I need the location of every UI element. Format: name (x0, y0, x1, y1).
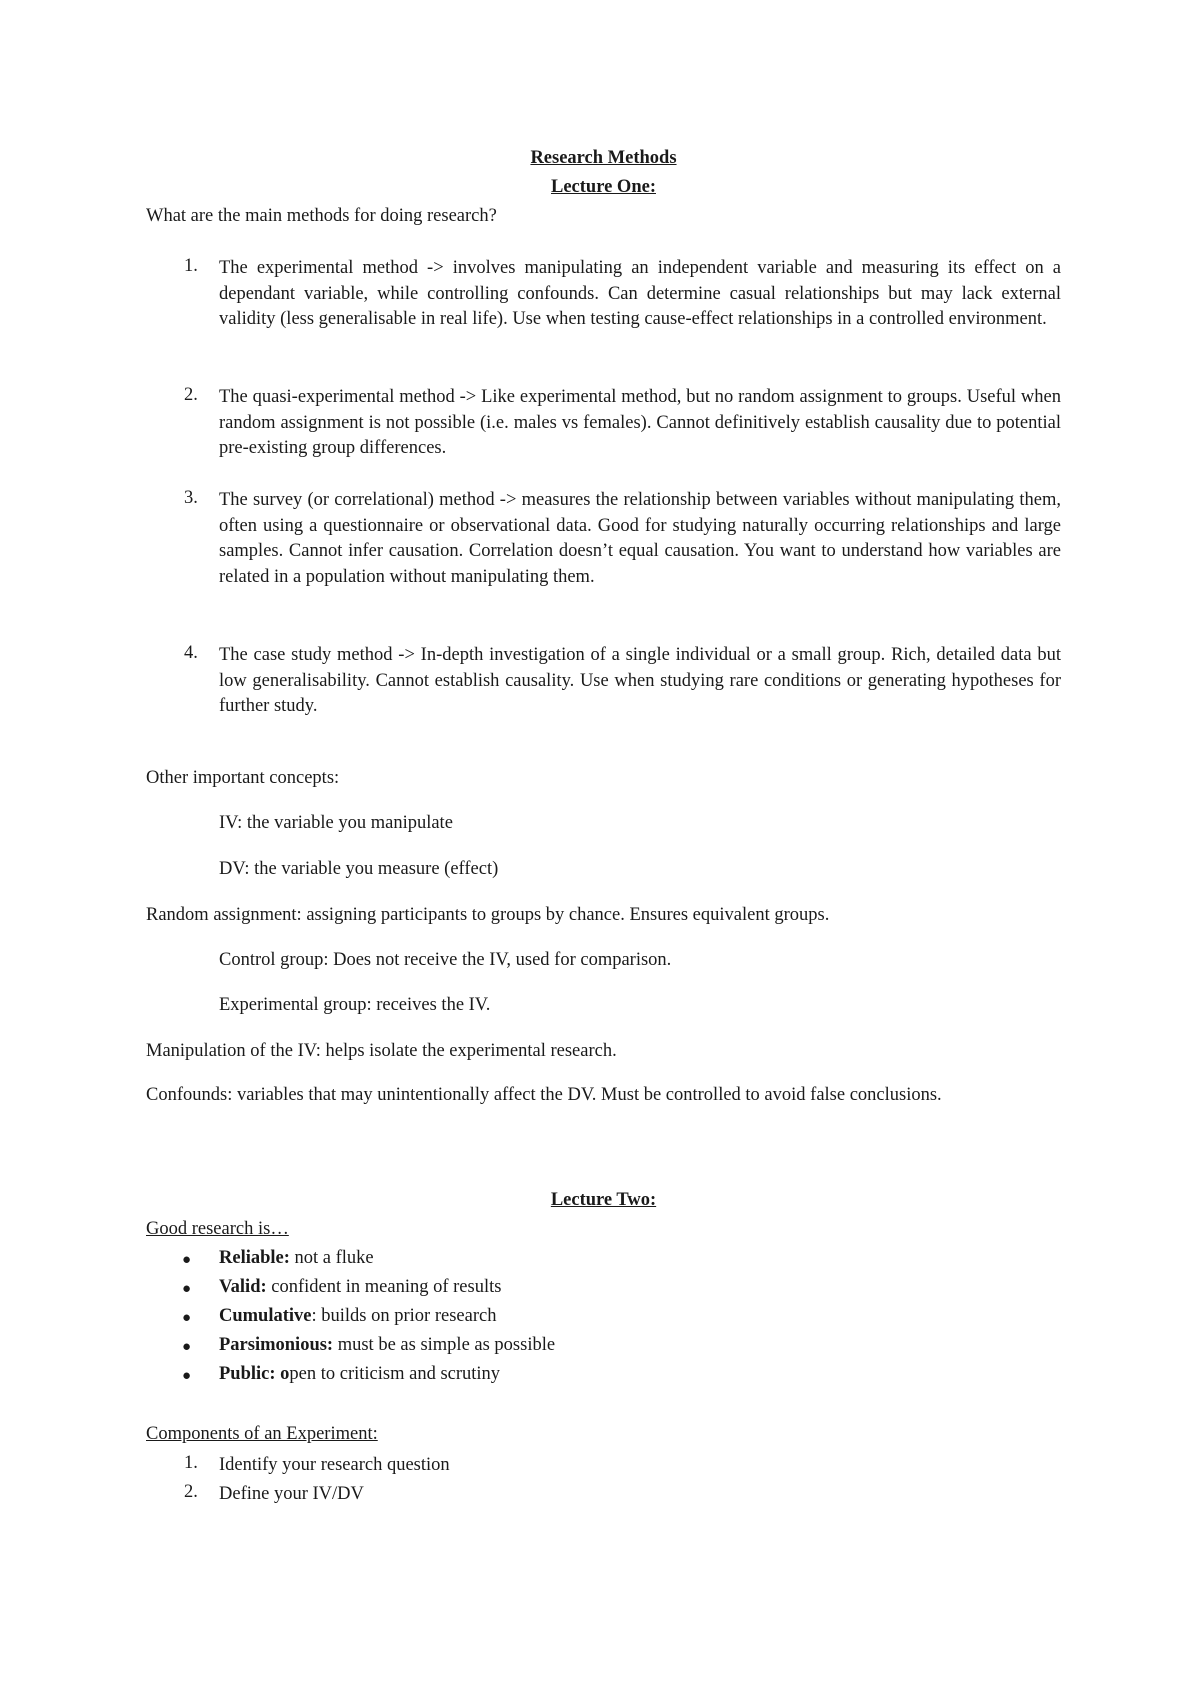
other-concepts-heading: Other important concepts: (146, 768, 340, 788)
quality-description: confident in meaning of results (266, 1277, 502, 1297)
component-text: Identify your research question (219, 1455, 450, 1475)
bullet-icon: ● (182, 1339, 192, 1355)
method-text: The survey (or correlational) method -> measures the relationship between variables without manipulating them, often using a questionnaire or observational data. Good for studying naturally occurring relationships and large samples. Cannot infer causation. Correlation doesn’t equal causation. You want to understand how variables are related in a population without manipulating them. (219, 490, 1061, 588)
iv-definition: IV: the variable you manipulate (219, 813, 453, 833)
list-number: 2. (184, 385, 198, 405)
list-number: 3. (184, 488, 198, 508)
methods-question: What are the main methods for doing research? (146, 206, 497, 226)
control-group-definition: Control group: Does not receive the IV, used for comparison. (219, 950, 672, 970)
list-number: 4. (184, 643, 198, 663)
quality-term: Valid: (219, 1277, 267, 1297)
experimental-group-definition: Experimental group: receives the IV. (219, 995, 491, 1015)
quality-term: Public: o (219, 1364, 290, 1384)
good-research-heading: Good research is… (146, 1219, 289, 1239)
method-text: The experimental method -> involves manipulating an independent variable and measuring its effect on a dependant variable, while controlling confounds. Can determine casual relationships but may lack external validity (less generalisable in real life). Use when testing cause-effect relationships in a controlled environment. (219, 258, 1061, 330)
manipulation-definition: Manipulation of the IV: helps isolate the experimental research. (146, 1041, 617, 1061)
quality-description: must be as simple as possible (333, 1335, 556, 1355)
component-text: Define your IV/DV (219, 1484, 364, 1504)
method-text: The case study method -> In-depth investigation of a single individual or a small group. Rich, detailed data but low generalisability. Cannot establish causality. Use when studying rare conditions or generating hypotheses for further study. (219, 645, 1061, 717)
document-title: Research Methods (530, 148, 677, 168)
method-text: The quasi-experimental method -> Like experimental method, but no random assignment to groups. Useful when random assignment is not possible (i.e. males vs females). Cannot definitively establish causality due to potential pre-existing group differences. (219, 387, 1061, 459)
bullet-icon: ● (182, 1310, 192, 1326)
quality-description: : builds on prior research (311, 1306, 497, 1326)
bullet-icon: ● (182, 1281, 192, 1297)
quality-term: Cumulative (219, 1306, 312, 1326)
lecture-two-heading: Lecture Two: (550, 1190, 657, 1210)
quality-description: not a fluke (289, 1248, 374, 1268)
confounds-definition: Confounds: variables that may unintentionally affect the DV. Must be controlled to avoid false conclusions. (146, 1085, 942, 1105)
list-number: 1. (184, 1453, 198, 1473)
list-number: 1. (184, 256, 198, 276)
bullet-icon: ● (182, 1252, 192, 1268)
quality-term: Reliable: (219, 1248, 290, 1268)
bullet-icon: ● (182, 1368, 192, 1384)
quality-description: pen to criticism and scrutiny (289, 1364, 501, 1384)
components-heading: Components of an Experiment: (146, 1424, 378, 1444)
lecture-one-heading: Lecture One: (551, 177, 656, 197)
random-assignment-definition: Random assignment: assigning participants to groups by chance. Ensures equivalent groups. (146, 905, 830, 925)
list-number: 2. (184, 1482, 198, 1502)
dv-definition: DV: the variable you measure (effect) (219, 859, 499, 879)
quality-term: Parsimonious: (219, 1335, 334, 1355)
